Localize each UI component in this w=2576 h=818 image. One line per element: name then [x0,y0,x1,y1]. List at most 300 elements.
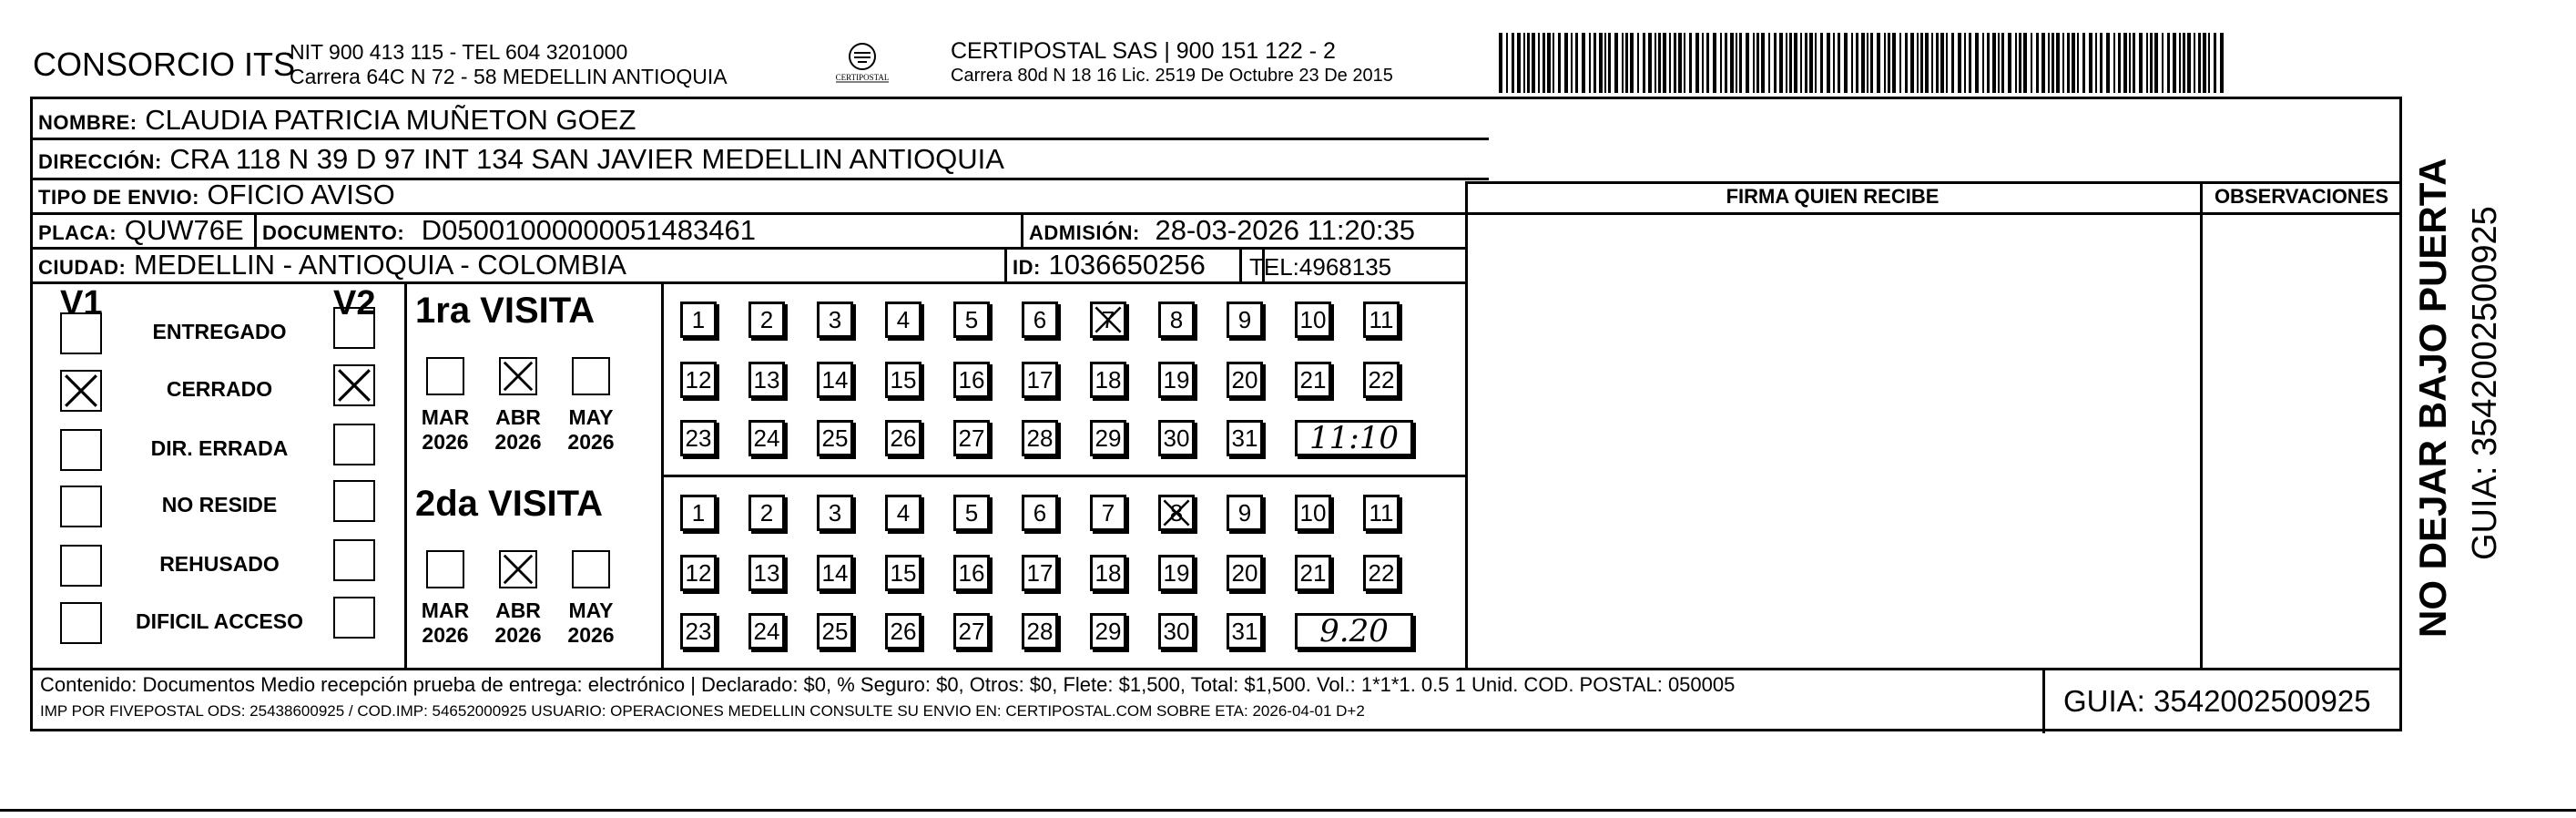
day-box[interactable] [1295,302,1331,338]
day-box[interactable] [1022,302,1058,338]
barcode-bar [1992,33,1996,93]
visit-time-box[interactable] [1295,420,1413,456]
placa-cell [38,215,244,249]
day-box[interactable] [1090,555,1126,591]
month-year: 2026 [567,430,615,454]
month-checkbox[interactable] [499,550,537,588]
barcode-bar [2100,33,2103,93]
barcode-bar [1884,33,1886,93]
day-box[interactable] [1227,362,1263,398]
barcode-bar [1789,33,1792,93]
month-checkbox[interactable] [572,357,610,395]
day-box[interactable] [953,302,990,338]
status-option-label: ENTREGADO [152,320,287,343]
day-number: 24 [753,424,780,452]
day-number: 18 [1095,559,1122,587]
day-number: 9 [1237,499,1252,527]
status-v2-checkbox[interactable] [333,307,375,349]
barcode-bar [1669,33,1671,93]
day-number: 11 [1369,306,1394,333]
barcode-bar [1946,33,1948,93]
barcode-bar [1553,33,1554,93]
day-box[interactable] [680,420,717,456]
day-box[interactable] [1022,420,1058,456]
day-number: 12 [685,366,712,394]
day-box[interactable] [680,302,717,338]
day-number: 10 [1299,306,1327,333]
barcode-bar [2194,33,2195,93]
barcode-bar [1870,33,1873,93]
day-box[interactable] [1158,613,1195,649]
barcode-bar [2187,33,2191,93]
barcode-bar [2123,33,2127,93]
barcode-bar [1506,33,1508,93]
day-number: 11 [1369,499,1394,527]
day-box[interactable] [1022,495,1058,531]
day-number: 28 [1026,424,1054,452]
side-warning: NO DEJAR BAJO PUERTA [2411,158,2454,638]
barcode-bar [2077,33,2079,93]
day-number: 25 [821,618,849,645]
barcode-bar [1779,33,1783,93]
barcode-bar [1625,33,1628,93]
barcode-bar [2150,33,2153,93]
barcode-bar [1756,33,1759,93]
month-label [488,598,548,648]
month-checkbox[interactable] [572,550,610,588]
barcode-bar [1920,33,1923,93]
day-number: 1 [691,499,706,527]
day-box[interactable] [885,495,921,531]
day-box[interactable] [1090,420,1126,456]
barcode-bar [1643,33,1645,93]
visit-time: 9.20 [1319,613,1389,649]
tipo-row [38,179,395,213]
day-box[interactable] [680,362,717,398]
day-number: 15 [890,559,917,587]
day-number: 26 [890,618,917,645]
day-box[interactable] [1295,555,1331,591]
month-checkbox[interactable] [426,357,464,395]
status-v1-checkbox[interactable] [60,370,102,412]
v2-header: V2 [333,284,376,322]
day-number: 8 [1169,306,1184,333]
day-box[interactable] [1158,302,1195,338]
day-box[interactable] [1295,362,1331,398]
day-box[interactable] [885,420,921,456]
barcode-bar [1815,33,1817,93]
day-box[interactable] [1363,495,1400,531]
day-box[interactable] [885,362,921,398]
certipostal-nit-line: CERTIPOSTAL SAS | 900 151 122 - 2 [951,38,1336,64]
day-number: 4 [896,306,911,333]
barcode-bar [1736,33,1737,93]
barcode-bar [1877,33,1880,93]
barcode-bar [2008,33,2011,93]
day-box[interactable] [1227,420,1263,456]
visit-time: 11:10 [1309,420,1399,456]
barcode-bar [1702,33,1704,93]
direccion-value: CRA 118 N 39 D 97 INT 134 SAN JAVIER MEDELLIN ANTIOQUIA [169,143,1004,175]
month-checkbox[interactable] [426,550,464,588]
direccion-label: DIRECCIÓN: [38,150,162,173]
day-box[interactable] [817,420,853,456]
day-box[interactable] [748,495,785,531]
status-v1-checkbox[interactable] [60,545,102,587]
status-option-label: NO RESIDE [161,493,278,516]
certipostal-address-line: Carrera 80d N 18 16 Lic. 2519 De Octubre 23 De 2015 [951,66,1393,86]
visit-time-box[interactable] [1295,613,1413,649]
day-box[interactable] [885,302,921,338]
day-number: 10 [1299,499,1327,527]
barcode-bar [1564,33,1568,93]
barcode-bar [2023,33,2027,93]
documento-cell [262,215,756,249]
status-v2-checkbox[interactable] [333,364,375,406]
day-box[interactable] [953,495,990,531]
ciudad-label: CIUDAD: [38,256,127,279]
day-number: 12 [685,559,712,587]
day-number: 8 [1169,499,1184,527]
tel-value: 4968135 [1298,253,1392,281]
day-number: 22 [1368,559,1395,587]
day-box[interactable] [1158,495,1195,531]
day-box[interactable] [1090,495,1126,531]
barcode-bar [2183,33,2185,93]
barcode-bar [1499,33,1502,93]
barcode-bar [1730,33,1734,93]
day-number: 19 [1163,559,1190,587]
barcode-bar [1582,33,1585,93]
barcode-bar [2113,33,2115,93]
status-v2-checkbox[interactable] [333,480,375,522]
barcode-bar [1936,33,1939,93]
company-nit-line: NIT 900 413 115 - TEL 604 3201000 [290,40,628,64]
day-box[interactable] [748,362,785,398]
barcode-bar [2214,33,2216,93]
barcode-bar [1861,33,1865,93]
barcode-bar [1720,33,1722,93]
day-number: 29 [1095,618,1122,645]
barcode-bar [1630,33,1634,93]
ciudad-cell [38,250,626,283]
status-v1-checkbox[interactable] [60,602,102,644]
barcode-bar [1951,33,1954,93]
day-number: 23 [685,618,712,645]
barcode-bar [1604,33,1606,93]
barcode-bar [1940,33,1944,93]
day-number: 31 [1231,424,1258,452]
barcode [1499,33,2224,93]
company-name: CONSORCIO ITS [33,46,296,83]
barcode-bar [2048,33,2050,93]
day-number: 20 [1231,559,1258,587]
barcode-bar [2089,33,2092,93]
month-name: MAY [568,598,614,622]
month-label [561,598,621,648]
barcode-bar [1739,33,1742,93]
day-number: 15 [890,366,917,394]
barcode-bar [2167,33,2170,93]
day-number: 16 [958,366,985,394]
nombre-value: CLAUDIA PATRICIA MUÑETON GOEZ [145,104,636,136]
barcode-bar [2162,33,2164,93]
documento-label: DOCUMENTO: [262,221,405,244]
barcode-bar [1827,33,1830,93]
footer-guia: GUIA: 3542002500925 [2063,684,2371,718]
barcode-bar [1608,33,1611,93]
day-number: 22 [1368,366,1395,394]
id-cell [1013,250,1206,283]
barcode-bar [1809,33,1813,93]
day-number: 18 [1095,366,1122,394]
day-box[interactable] [748,302,785,338]
barcode-bar [1575,33,1578,93]
day-box[interactable] [748,420,785,456]
day-number: 7 [1101,306,1115,333]
day-number: 24 [753,618,780,645]
barcode-bar [1706,33,1709,93]
barcode-bar [1532,33,1535,93]
barcode-bar [1663,33,1666,93]
day-box[interactable] [1158,420,1195,456]
barcode-bar [1512,33,1514,93]
form-frame [30,97,2402,731]
month-name: MAY [568,405,614,429]
day-number: 17 [1026,559,1054,587]
barcode-bar [2019,33,2021,93]
day-number: 14 [821,559,849,587]
status-option-label: DIR. ERRADA [150,436,289,460]
ciudad-value: MEDELLIN - ANTIOQUIA - COLOMBIA [134,249,626,281]
status-v1-checkbox[interactable] [60,486,102,527]
barcode-bar [2052,33,2054,93]
day-number: 21 [1299,559,1327,587]
barcode-bar [1571,33,1573,93]
barcode-bar [1867,33,1868,93]
barcode-bar [1684,33,1685,93]
day-number: 19 [1163,366,1190,394]
status-option-label: REHUSADO [159,552,280,576]
day-box[interactable] [680,495,717,531]
barcode-bar [1658,33,1661,93]
day-number: 5 [964,499,979,527]
day-box[interactable] [953,613,990,649]
status-option-label: CERRADO [166,377,273,401]
day-number: 3 [828,306,842,333]
month-name: MAR [421,598,470,622]
barcode-bar [2015,33,2017,93]
day-box[interactable] [1363,302,1400,338]
barcode-bar [1892,33,1896,93]
barcode-bar [2106,33,2110,93]
day-number: 5 [964,306,979,333]
barcode-bar [1833,33,1835,93]
barcode-bar [1998,33,2000,93]
admision-value: 28-03-2026 11:20:35 [1155,214,1416,246]
barcode-bar [1888,33,1890,93]
status-option-label: DIFICIL ACCESO [135,609,303,633]
barcode-bar [1637,33,1639,93]
barcode-bar [2031,33,2032,93]
barcode-bar [1851,33,1853,93]
day-box[interactable] [1295,495,1331,531]
barcode-bar [1648,33,1652,93]
barcode-bar [1517,33,1521,93]
barcode-bar [1899,33,1901,93]
month-label [415,405,475,455]
day-box[interactable] [817,495,853,531]
barcode-bar [2129,33,2131,93]
barcode-bar [2041,33,2045,93]
nombre-row [38,105,636,138]
barcode-bar [1746,33,1749,93]
day-box[interactable] [1090,613,1126,649]
day-box[interactable] [1363,362,1400,398]
day-box[interactable] [680,613,717,649]
month-year: 2026 [422,430,469,454]
barcode-bar [2095,33,2097,93]
day-number: 30 [1163,618,1190,645]
day-box[interactable] [1227,302,1263,338]
day-box[interactable] [1090,362,1126,398]
day-box[interactable] [885,555,921,591]
day-box[interactable] [885,613,921,649]
status-v2-checkbox[interactable] [333,597,375,639]
day-box[interactable] [1363,555,1400,591]
day-number: 29 [1095,424,1122,452]
barcode-bar [1558,33,1561,93]
barcode-bar [1856,33,1858,93]
day-box[interactable] [748,613,785,649]
barcode-bar [2056,33,2060,93]
day-number: 23 [685,424,712,452]
barcode-bar [1931,33,1933,93]
day-box[interactable] [1022,555,1058,591]
month-year: 2026 [494,623,542,647]
day-number: 7 [1101,499,1115,527]
day-box[interactable] [1158,362,1195,398]
barcode-bar [2203,33,2206,93]
day-box[interactable] [1022,362,1058,398]
month-name: MAR [421,405,470,429]
barcode-bar [2220,33,2224,93]
barcode-bar [1622,33,1624,93]
day-box[interactable] [1158,555,1195,591]
barcode-bar [1695,33,1699,93]
day-number: 17 [1026,366,1054,394]
day-box[interactable] [748,555,785,591]
month-name: ABR [495,598,541,622]
nombre-label: NOMBRE: [38,111,137,134]
barcode-bar [1917,33,1919,93]
barcode-bar [2198,33,2201,93]
day-number: 3 [828,499,842,527]
barcode-bar [1969,33,1971,93]
footer-content-line: Contenido: Documentos Medio recepción prueba de entrega: electrónico | Declarado: $0, % Seguro: $0, Otros: $0, Flete: $1,500, Total: $1,500. Vol.: 1*1*1. 0.5 1 Unid. COD. POSTAL: 050005 [40,673,1736,696]
day-number: 25 [821,424,849,452]
visit-title: 1ra VISITA [415,291,596,331]
day-number: 31 [1231,618,1258,645]
admision-cell [1029,215,1415,249]
day-number: 4 [896,499,911,527]
barcode-bar [1523,33,1525,93]
barcode-bar [1678,33,1682,93]
barcode-bar [1975,33,1979,93]
day-box[interactable] [1090,302,1126,338]
certipostal-logo [830,38,894,93]
barcode-bar [1527,33,1530,93]
day-box[interactable] [953,555,990,591]
day-box[interactable] [1227,555,1263,591]
placa-label: PLACA: [38,221,117,244]
month-name: ABR [495,405,541,429]
barcode-bar [1761,33,1765,93]
month-checkbox[interactable] [499,357,537,395]
admision-label: ADMISIÓN: [1029,221,1140,244]
day-number: 6 [1033,306,1047,333]
barcode-bar [1964,33,1966,93]
barcode-bar [1844,33,1848,93]
status-v1-checkbox[interactable] [60,429,102,471]
day-box[interactable] [953,362,990,398]
status-v2-checkbox[interactable] [333,424,375,465]
bottom-border [0,809,2576,812]
day-box[interactable] [1227,495,1263,531]
day-box[interactable] [680,555,717,591]
barcode-bar [1655,33,1656,93]
day-box[interactable] [817,362,853,398]
barcode-bar [2062,33,2064,93]
day-number: 13 [753,559,780,587]
barcode-bar [1774,33,1777,93]
day-box[interactable] [817,555,853,591]
day-box[interactable] [817,613,853,649]
status-v1-checkbox[interactable] [60,312,102,354]
day-number: 20 [1231,366,1258,394]
day-box[interactable] [953,420,990,456]
day-number: 13 [753,366,780,394]
tel-label: TEL: [1249,253,1299,281]
day-number: 1 [691,306,706,333]
status-v2-checkbox[interactable] [333,539,375,581]
barcode-bar [1820,33,1823,93]
barcode-bar [1589,33,1591,93]
barcode-bar [1794,33,1797,93]
barcode-bar [1768,33,1770,93]
barcode-bar [1838,33,1840,93]
barcode-bar [2001,33,2004,93]
day-number: 30 [1163,424,1190,452]
month-label [488,405,548,455]
day-box[interactable] [1022,613,1058,649]
day-box[interactable] [817,302,853,338]
v1-header: V1 [60,284,103,322]
documento-value: D05001000000051483461 [421,214,756,246]
barcode-bar [1689,33,1692,93]
side-guia: GUIA: 3542002500925 [2466,206,2504,560]
barcode-bar [1987,33,1990,93]
day-number: 6 [1033,499,1047,527]
barcode-bar [2146,33,2148,93]
barcode-bar [1674,33,1676,93]
tipo-label: TIPO DE ENVIO: [38,186,199,209]
day-box[interactable] [1227,613,1263,649]
day-number: 27 [958,618,985,645]
month-label [561,405,621,455]
barcode-bar [1982,33,1984,93]
day-number: 16 [958,559,985,587]
